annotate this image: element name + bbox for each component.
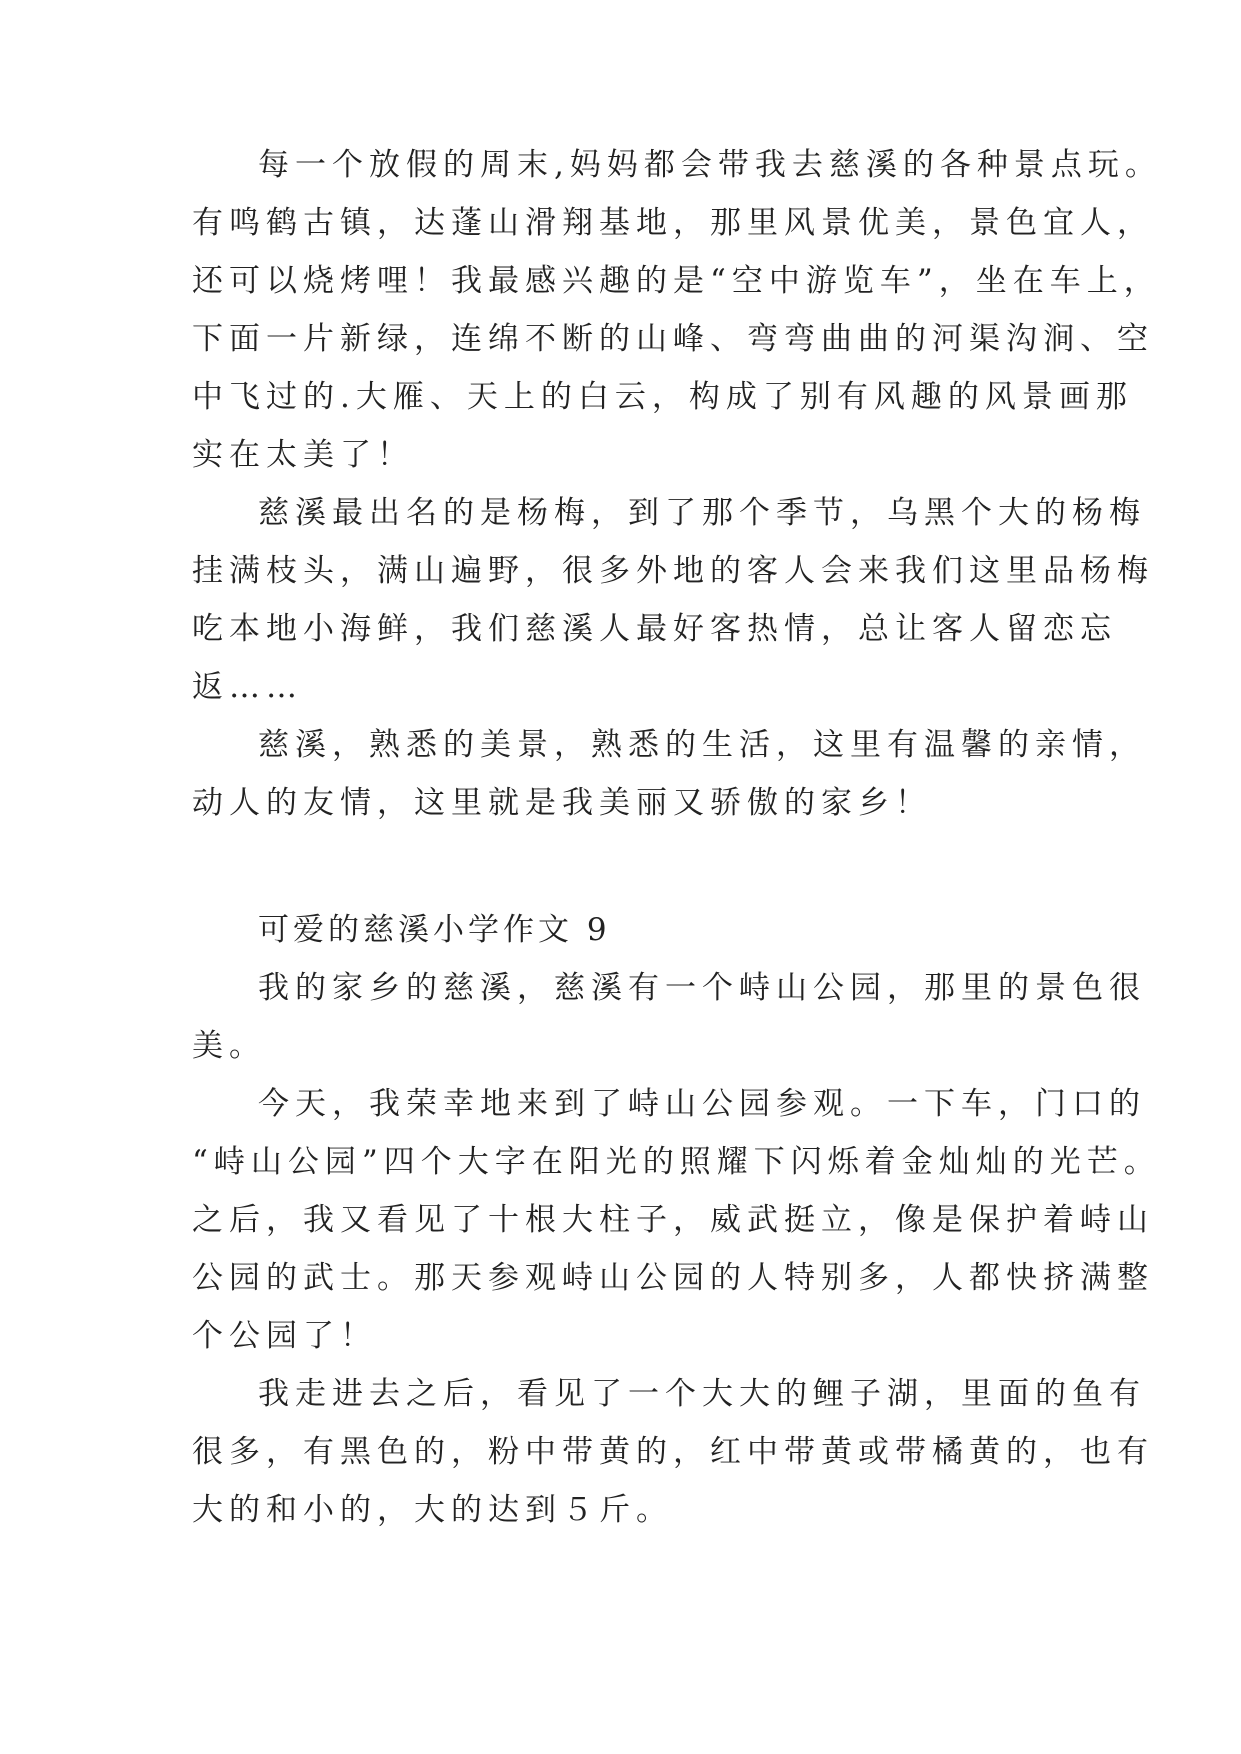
paragraph-line: 公园的武士。那天参观峙山公园的人特别多，人都快挤满整 [192, 1260, 1154, 1296]
paragraph-line: 下面一片新绿，连绵不断的山峰、弯弯曲曲的河渠沟涧、空 [192, 321, 1154, 357]
paragraph-line: 有鸣鹤古镇，达蓬山滑翔基地，那里风景优美，景色宜人， [192, 205, 1154, 241]
paragraph-line: “峙山公园”四个大字在阳光的照耀下闪烁着金灿灿的光芒。 [192, 1144, 1161, 1180]
paragraph-line: 我的家乡的慈溪，慈溪有一个峙山公园，那里的景色很 [258, 970, 1146, 1006]
paragraph-line: 慈溪，熟悉的美景，熟悉的生活，这里有温馨的亲情， [258, 727, 1146, 763]
paragraph-line: 动人的友情，这里就是我美丽又骄傲的家乡！ [192, 785, 932, 821]
paragraph-line: 美。 [192, 1028, 266, 1064]
paragraph-line: 吃本地小海鲜，我们慈溪人最好客热情，总让客人留恋忘 [192, 611, 1117, 647]
paragraph-line: 很多，有黑色的，粉中带黄的，红中带黄或带橘黄的，也有 [192, 1434, 1154, 1470]
paragraph-line: 我走进去之后，看见了一个大大的鲤子湖，里面的鱼有 [258, 1376, 1146, 1412]
essay-title: 可爱的慈溪小学作文 9 [258, 912, 611, 948]
paragraph-line: 大的和小的，大的达到５斤。 [192, 1492, 673, 1528]
paragraph-line: 还可以烧烤哩！我最感兴趣的是“空中游览车”，坐在车上， [192, 263, 1161, 299]
paragraph-line: 今天，我荣幸地来到了峙山公园参观。一下车，门口的 [258, 1086, 1146, 1122]
paragraph-line: 慈溪最出名的是杨梅，到了那个季节，乌黑个大的杨梅 [258, 495, 1146, 531]
paragraph-line: 中飞过的.大雁、天上的白云，构成了别有风趣的风景画那 [192, 379, 1133, 415]
paragraph-line: 之后，我又看见了十根大柱子，威武挺立，像是保护着峙山 [192, 1202, 1154, 1238]
paragraph-line: 每一个放假的周末,妈妈都会带我去慈溪的各种景点玩。 [258, 147, 1162, 183]
paragraph-line: 返…… [192, 669, 303, 705]
paragraph-line: 个公园了！ [192, 1318, 377, 1354]
paragraph-line: 实在太美了！ [192, 437, 414, 473]
paragraph-line: 挂满枝头，满山遍野，很多外地的客人会来我们这里品杨梅 [192, 553, 1154, 589]
